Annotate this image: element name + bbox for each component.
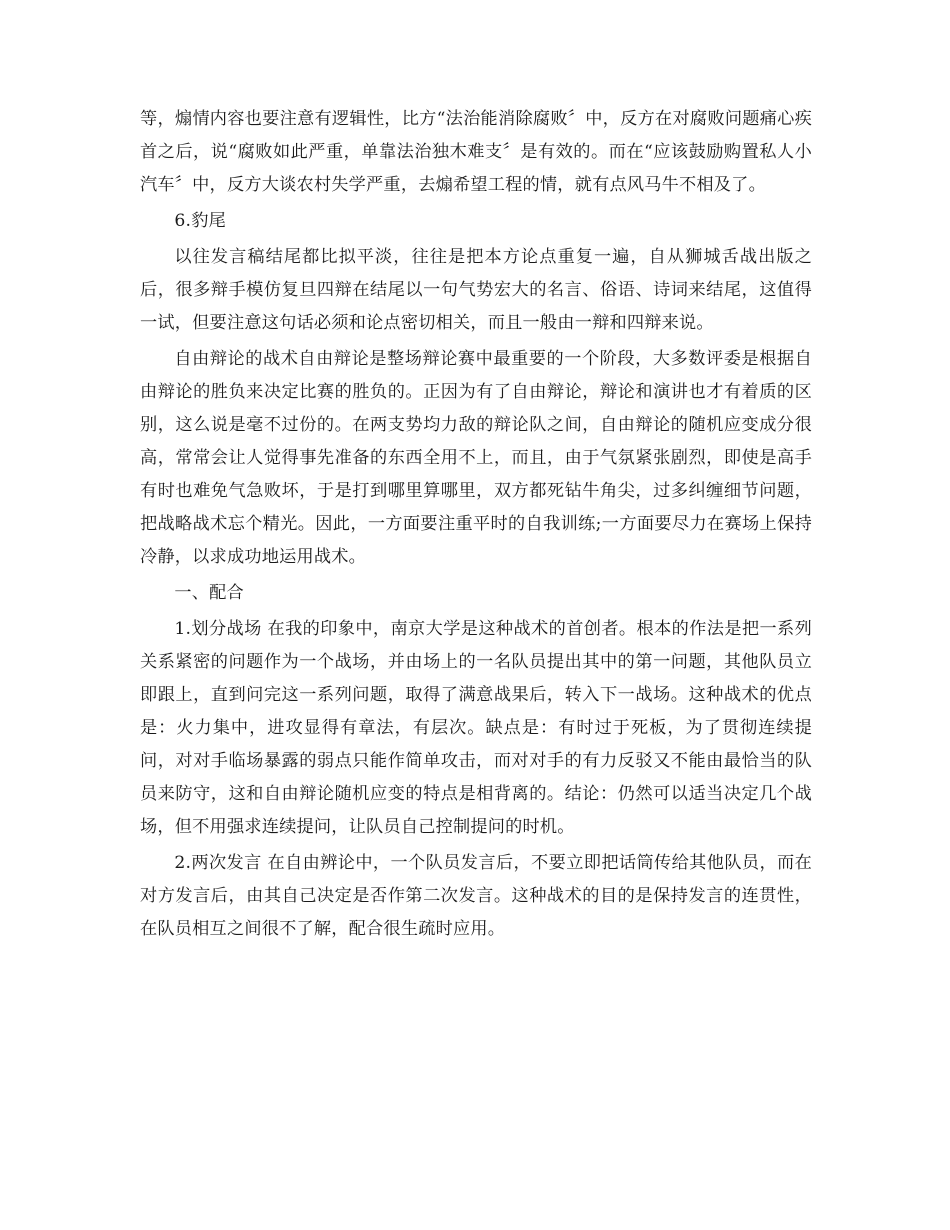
document-page	[140, 103, 812, 949]
paragraph-continuation: 等，煽情内容也要注意有逻辑性，比方“法治能消除腐败〞中，反方在对腐败问题痛心疾首之后，说“腐败如此严重，单靠法治独木难支〞是有效的。而在“应该鼓励购置私人小汽车〞中，反方大谈农村失学严重，去煽希望工程的情，就有点风马牛不相及了。	[140, 109, 812, 195]
paragraph-ending: 以往发言稿结尾都比拟平淡，往往是把本方论点重复一遍，自从狮城舌战出版之后，很多辩手模仿复旦四辩在结尾以一句气势宏大的名言、俗语、诗词来结尾，这值得一试，但要注意这句话必须和论点密切相关，而且一般由一辩和四辩来说。	[140, 247, 812, 333]
section-heading-cooperation: 一、配合	[174, 583, 244, 603]
paragraph-two-speeches: 2.两次发言 在自由辨论中，一个队员发言后，不要立即把话筒传给其他队员，而在对方发言后，由其自己决定是否作第二次发言。这种战术的目的是保持发言的连贯性，在队员相互之间很不了解，配合很生疏时应用。	[140, 853, 812, 939]
paragraph-divide-battlefield: 1.划分战场 在我的印象中，南京大学是这种战术的首创者。根本的作法是把一系列关系紧密的问题作为一个战场，并由场上的一名队员提出其中的第一问题，其他队员立即跟上，直到问完这一系列问题，取得了满意战果后，转入下一战场。这种战术的优点是：火力集中，进攻显得有章法，有层次。缺点是：有时过于死板，为了贯彻连续提问，对对手临场暴露的弱点只能作简单攻击，而对对手的有力反驳又不能由最恰当的队员来防守，这和自由辩论随机应变的特点是相背离的。结论：仍然可以适当决定几个战场，但不用强求连续提问，让队员自己控制提问的时机。	[140, 619, 812, 837]
section-heading-leopard-tail: 6.豹尾	[174, 211, 226, 231]
paragraph-free-debate-tactics: 自由辩论的战术自由辩论是整场辩论赛中最重要的一个阶段，大多数评委是根据自由辩论的胜负来决定比赛的胜负的。正因为有了自由辩论，辩论和演讲也才有着质的区别，这么说是毫不过份的。在两支势均力敌的辩论队之间，自由辩论的随机应变成分很高，常常会让人觉得事先准备的东西全用不上，而且，由于气氛紧张剧烈，即使是高手有时也难免气急败坏，于是打到哪里算哪里，双方都死钻牛角尖，过多纠缠细节问题，把战略战术忘个精光。因此，一方面要注重平时的自我训练;一方面要尽力在赛场上保持冷静，以求成功地运用战术。	[140, 349, 812, 567]
